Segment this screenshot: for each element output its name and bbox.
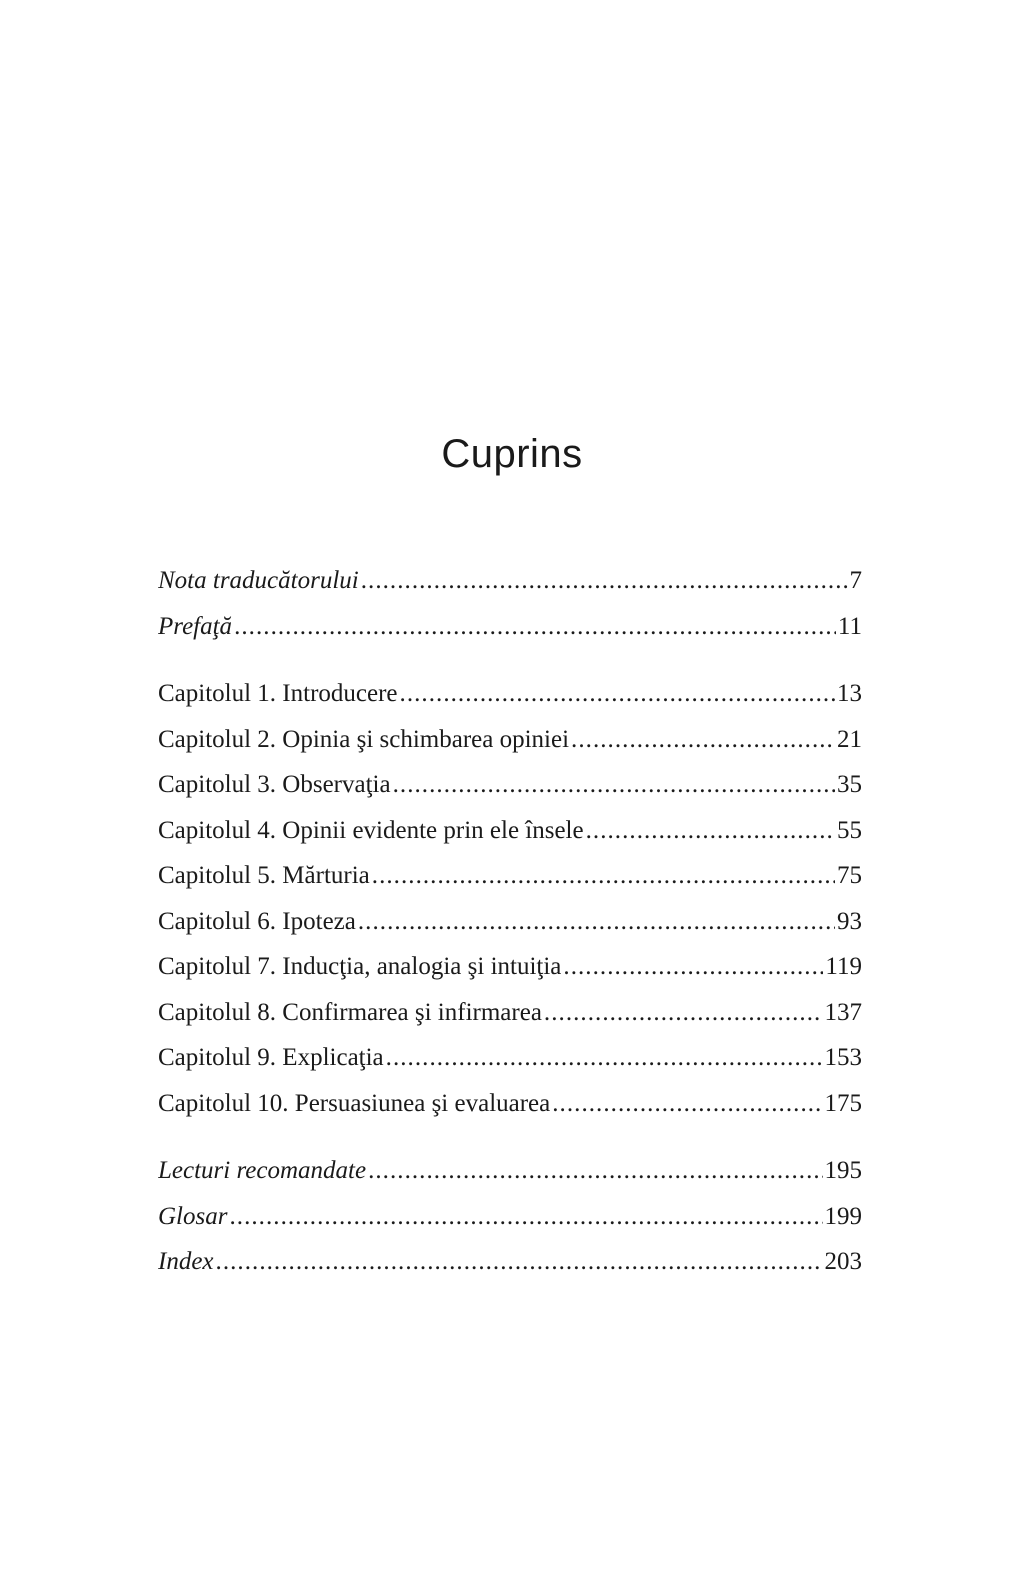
- entry-page-number: 13: [837, 680, 862, 707]
- entry-title: Prefaţă: [158, 612, 233, 640]
- toc-entry-glosar[interactable]: [158, 1194, 862, 1240]
- toc-entry-capitolul-4[interactable]: [158, 808, 862, 854]
- entry-title: Capitolul 5. Mărturia: [158, 862, 370, 889]
- toc-entry-lecturi-recomandate[interactable]: [158, 1148, 862, 1194]
- dot-leader: [552, 1081, 822, 1127]
- toc-entry-nota-traducatorului[interactable]: [158, 558, 862, 604]
- entry-page-number: 75: [837, 862, 862, 889]
- entry-page-number: 175: [824, 1089, 862, 1117]
- toc-entry-capitolul-1[interactable]: [158, 671, 862, 717]
- dot-leader: [586, 808, 835, 854]
- toc-entry-capitolul-5[interactable]: [158, 853, 862, 899]
- entry-page-number: 21: [837, 725, 862, 753]
- dot-leader: [229, 1194, 822, 1240]
- dot-leader: [361, 558, 848, 604]
- entry-page-number: 7: [849, 567, 862, 594]
- entry-page-number: 55: [837, 816, 862, 844]
- toc-entry-capitolul-10[interactable]: [158, 1081, 862, 1127]
- dot-leader: [358, 899, 835, 945]
- entry-page-number: 199: [824, 1202, 862, 1230]
- toc-entry-capitolul-6[interactable]: [158, 899, 862, 945]
- toc-entry-capitolul-7[interactable]: [158, 944, 862, 990]
- entry-title: Capitolul 7. Inducţia, analogia şi intuiţia: [158, 953, 562, 980]
- page-title: Cuprins: [441, 432, 583, 476]
- entry-title: Capitolul 6. Ipoteza: [158, 907, 356, 935]
- entry-title: Glosar: [158, 1202, 228, 1230]
- entry-title: Capitolul 2. Opinia şi schimbarea opiniei: [158, 725, 570, 753]
- back-matter-list: [158, 1148, 862, 1285]
- toc-entry-capitolul-2[interactable]: [158, 717, 862, 763]
- dot-leader: [386, 1035, 823, 1081]
- table-of-contents: [158, 558, 862, 1285]
- dot-leader: [216, 1239, 823, 1285]
- dot-leader: [393, 762, 835, 808]
- entry-title: Capitolul 3. Observaţia: [158, 771, 391, 798]
- entry-title: Index: [158, 1248, 214, 1275]
- entry-page-number: 119: [825, 953, 862, 980]
- dot-leader: [544, 990, 823, 1036]
- toc-entry-capitolul-3[interactable]: [158, 762, 862, 808]
- entry-title: Capitolul 8. Confirmarea şi infirmarea: [158, 998, 542, 1026]
- entry-page-number: 93: [837, 907, 862, 935]
- dot-leader: [368, 1148, 822, 1194]
- dot-leader: [563, 944, 823, 990]
- entry-title: Nota traducătorului: [158, 567, 359, 594]
- dot-leader: [372, 853, 835, 899]
- dot-leader: [571, 717, 835, 763]
- entry-page-number: 35: [837, 771, 862, 798]
- toc-entry-capitolul-8[interactable]: [158, 990, 862, 1036]
- entry-page-number: 137: [824, 998, 862, 1026]
- entry-title: Capitolul 1. Introducere: [158, 680, 398, 707]
- entry-title: Capitolul 9. Explicaţia: [158, 1044, 384, 1071]
- chapter-list: [158, 671, 862, 1126]
- entry-title: Lecturi recomandate: [158, 1157, 367, 1184]
- entry-title: Capitolul 4. Opinii evidente prin ele însele: [158, 816, 584, 844]
- entry-title: Capitolul 10. Persuasiunea şi evaluarea: [158, 1089, 551, 1117]
- dot-leader: [400, 671, 835, 717]
- dot-leader: [234, 604, 836, 650]
- toc-entry-index[interactable]: [158, 1239, 862, 1285]
- entry-page-number: 195: [824, 1157, 862, 1184]
- entry-page-number: 203: [824, 1248, 862, 1275]
- entry-page-number: 11: [837, 612, 862, 640]
- toc-entry-prefata[interactable]: [158, 604, 862, 650]
- toc-entry-capitolul-9[interactable]: [158, 1035, 862, 1081]
- front-matter-list: [158, 558, 862, 649]
- entry-page-number: 153: [824, 1044, 862, 1071]
